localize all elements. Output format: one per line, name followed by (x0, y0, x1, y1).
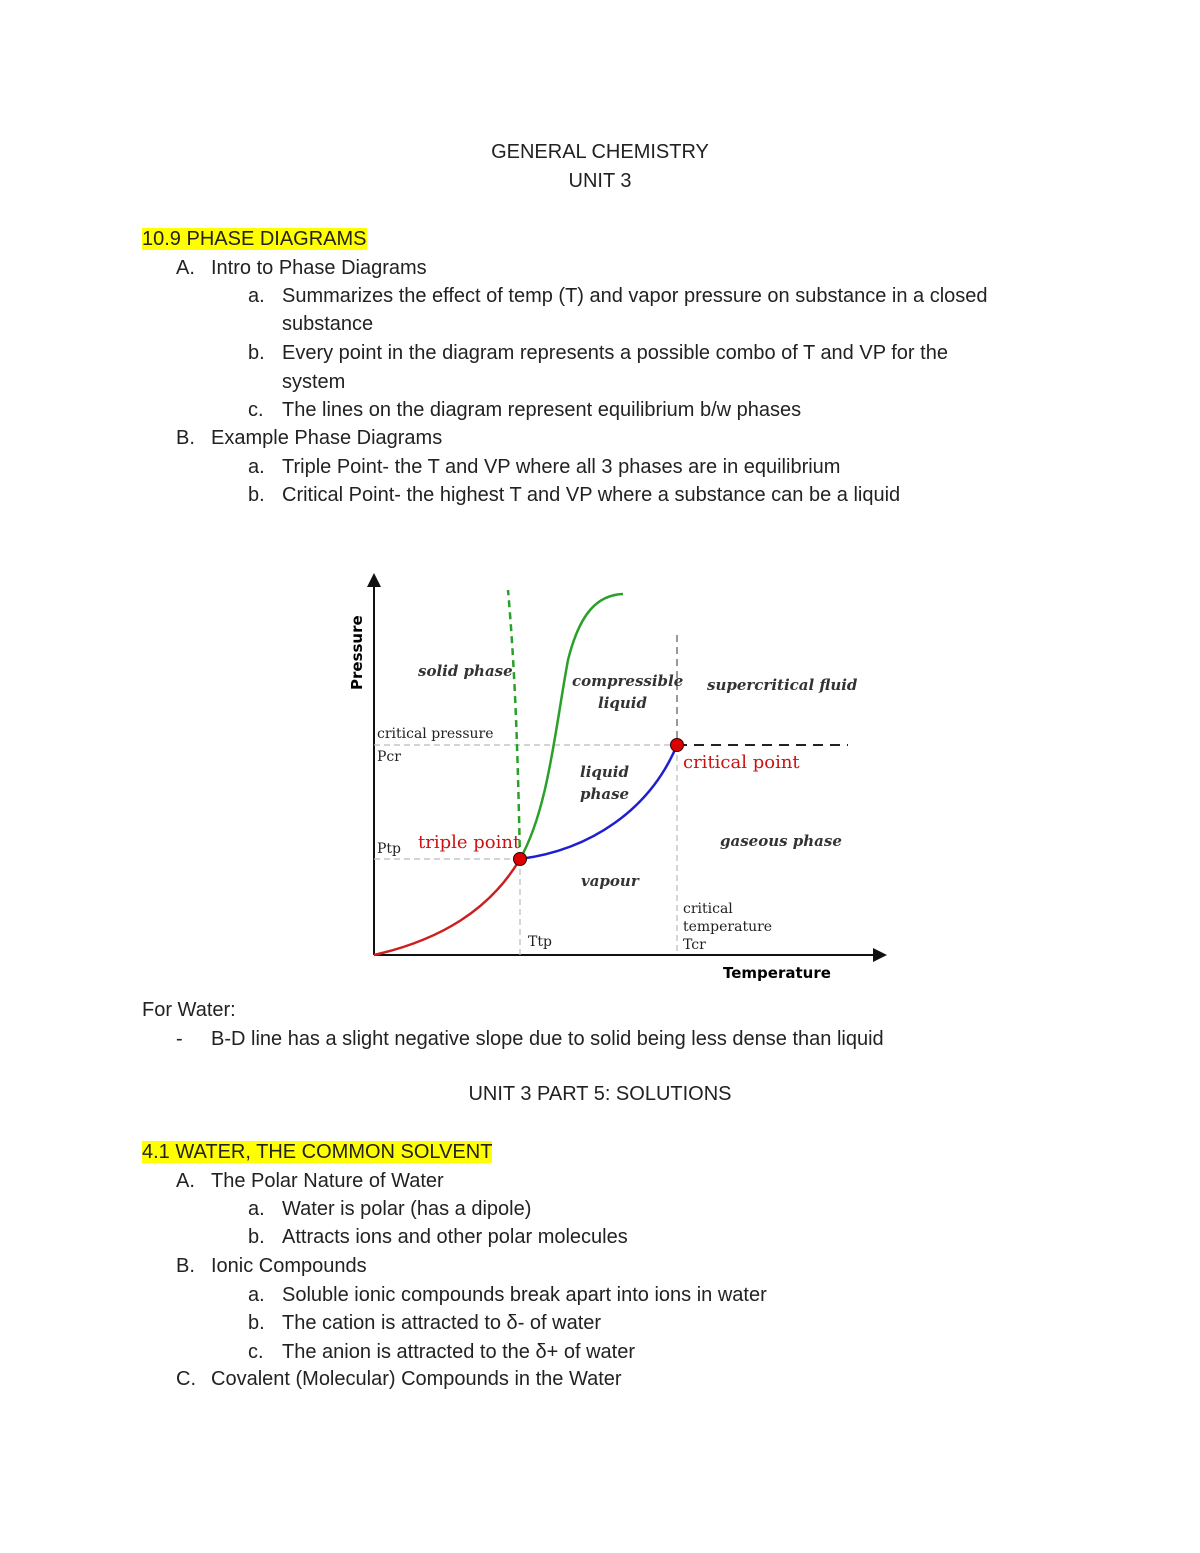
liquid-gas-curve (520, 745, 677, 859)
liquid-phase-label-1: liquid (580, 763, 629, 781)
outline-marker: A. (176, 257, 195, 279)
critical-temperature-label-2: temperature (683, 919, 773, 935)
outline-marker: a. (248, 456, 265, 478)
compressible-liquid-label-2: liquid (598, 694, 647, 712)
outline-marker: B. (176, 1255, 195, 1277)
outline-item: Example Phase Diagrams (211, 427, 443, 449)
solid-gas-curve (374, 859, 520, 955)
outline-marker: c. (248, 399, 264, 421)
outline-marker: A. (176, 1170, 195, 1192)
outline-marker: a. (248, 1198, 265, 1220)
compressible-liquid-label-1: compressible (572, 672, 684, 690)
water-solid-liquid-curve (508, 590, 520, 859)
document-title: GENERAL CHEMISTRY (491, 141, 709, 163)
ttp-label: Ttp (528, 934, 552, 950)
gaseous-phase-label: gaseous phase (720, 832, 842, 850)
bullet-dash: - (176, 1028, 183, 1050)
outline-item: The Polar Nature of Water (211, 1170, 444, 1192)
outline-item: Intro to Phase Diagrams (211, 257, 427, 279)
outline-marker: C. (176, 1368, 196, 1390)
document-subtitle: UNIT 3 (568, 170, 632, 192)
outline-subitem: The anion is attracted to the δ+ of water (282, 1341, 635, 1363)
outline-marker: b. (248, 1226, 265, 1248)
outline-marker: c. (248, 1341, 264, 1363)
liquid-phase-label-2: phase (580, 785, 630, 803)
outline-subitem: Soluble ionic compounds break apart into ions in water (282, 1284, 767, 1306)
triple-point-label: triple point (418, 832, 521, 853)
pcr-label: Pcr (377, 749, 401, 765)
outline-subitem-continued: system (282, 371, 346, 393)
outline-marker: a. (248, 285, 265, 307)
section-heading-phase-diagrams: 10.9 PHASE DIAGRAMS (142, 228, 367, 250)
section-heading-water-solvent: 4.1 WATER, THE COMMON SOLVENT (142, 1141, 493, 1163)
solid-phase-label: solid phase (418, 662, 513, 680)
outline-marker: b. (248, 484, 265, 506)
outline-subitem: Critical Point- the highest T and VP where a substance can be a liquid (282, 484, 901, 506)
outline-subitem-continued: substance (282, 313, 374, 335)
outline-subitem: Summarizes the effect of temp (T) and vapor pressure on substance in a closed (282, 285, 988, 307)
outline-subitem: The cation is attracted to δ- of water (282, 1312, 602, 1334)
outline-subitem: Water is polar (has a dipole) (282, 1198, 532, 1220)
outline-subitem: Attracts ions and other polar molecules (282, 1226, 628, 1248)
critical-point-label: critical point (683, 752, 800, 773)
outline-subitem: Triple Point- the T and VP where all 3 phases are in equilibrium (282, 456, 841, 478)
ptp-label: Ptp (377, 841, 402, 857)
outline-item: Ionic Compounds (211, 1255, 367, 1277)
outline-item: Covalent (Molecular) Compounds in the Water (211, 1368, 622, 1390)
outline-subitem: Every point in the diagram represents a possible combo of T and VP for the (282, 342, 948, 364)
vapour-label: vapour (581, 872, 639, 890)
critical-pressure-label: critical pressure (377, 726, 494, 742)
outline-subitem: The lines on the diagram represent equilibrium b/w phases (282, 399, 802, 421)
triple-point-marker (514, 853, 527, 866)
outline-marker: B. (176, 427, 195, 449)
tcr-label: Tcr (683, 937, 706, 953)
critical-point-marker (671, 739, 684, 752)
outline-marker: a. (248, 1284, 265, 1306)
outline-marker: b. (248, 1312, 265, 1334)
x-axis-label: Temperature (723, 964, 831, 982)
water-note-text: B-D line has a slight negative slope due to solid being less dense than liquid (211, 1028, 884, 1050)
water-note-heading: For Water: (142, 999, 236, 1021)
part-title: UNIT 3 PART 5: SOLUTIONS (468, 1083, 732, 1105)
supercritical-fluid-label: supercritical fluid (707, 676, 858, 694)
y-axis-label: Pressure (348, 615, 366, 690)
solid-liquid-curve (520, 594, 623, 859)
critical-temperature-label-1: critical (683, 901, 733, 917)
outline-marker: b. (248, 342, 265, 364)
